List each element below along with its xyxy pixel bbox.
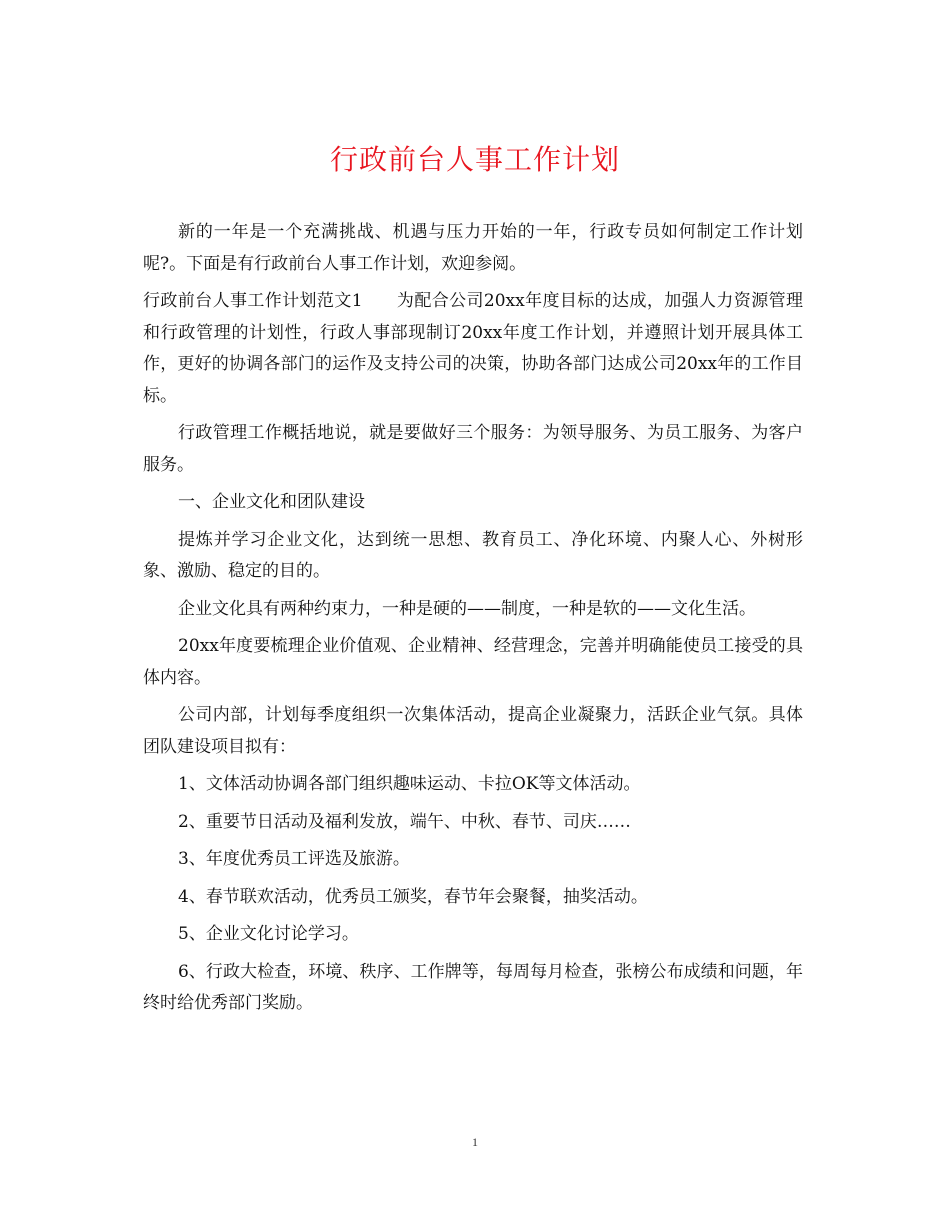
values-paragraph: 20xx年度要梳理企业价值观、企业精神、经营理念，完善并明确能使员工接受的具体内容。	[143, 636, 803, 688]
sample-paragraph	[143, 286, 803, 412]
list-item: 5、企业文化讨论学习。	[178, 924, 359, 944]
section-heading: 一、企业文化和团队建设	[178, 492, 365, 512]
document-body	[143, 217, 803, 1026]
list-item: 2、重要节日活动及福利发放，端午、中秋、春节、司庆……	[178, 811, 631, 832]
list-item: 4、春节联欢活动，优秀员工颁奖，春节年会聚餐，抽奖活动。	[178, 886, 648, 907]
team-activity-paragraph: 公司内部，计划每季度组织一次集体活动，提高企业凝聚力，活跃企业气氛。具体团队建设项目拟有：	[143, 705, 803, 757]
sample-heading: 行政前台人事工作计划范文1	[143, 291, 363, 311]
culture-paragraph: 提炼并学习企业文化，达到统一思想、教育员工、净化环境、内聚人心、外树形象、激励、稳定的目的。	[143, 529, 803, 581]
admin-summary-paragraph: 行政管理工作概括地说，就是要做好三个服务：为领导服务、为员工服务、为客户服务。	[143, 423, 803, 475]
document-title: 行政前台人事工作计划	[329, 143, 620, 176]
intro-paragraph: 新的一年是一个充满挑战、机遇与压力开始的一年，行政专员如何制定工作计划呢?。下面是有行政前台人事工作计划，欢迎参阅。	[143, 222, 803, 274]
sample-text: 为配合公司20xx年度目标的达成，加强人力资源管理和行政管理的计划性，行政人事部现制订20xx年度工作计划，并遵照计划开展具体工作，更好的协调各部门的运作及支持公司的决策，协助各部门达成公司20xx年的工作目标。	[143, 291, 803, 406]
page-number: 1	[472, 1135, 478, 1149]
list-item: 3、年度优秀员工评选及旅游。	[178, 849, 410, 869]
constraint-paragraph: 企业文化具有两种约束力，一种是硬的——制度，一种是软的——文化生活。	[178, 598, 756, 619]
list-item: 6、行政大检查，环境、秩序、工作牌等，每周每月检查，张榜公布成绩和问题，年终时给优秀部门奖励。	[143, 961, 803, 1013]
list-item: 1、文体活动协调各部门组织趣味运动、卡拉OK等文体活动。	[178, 774, 641, 794]
